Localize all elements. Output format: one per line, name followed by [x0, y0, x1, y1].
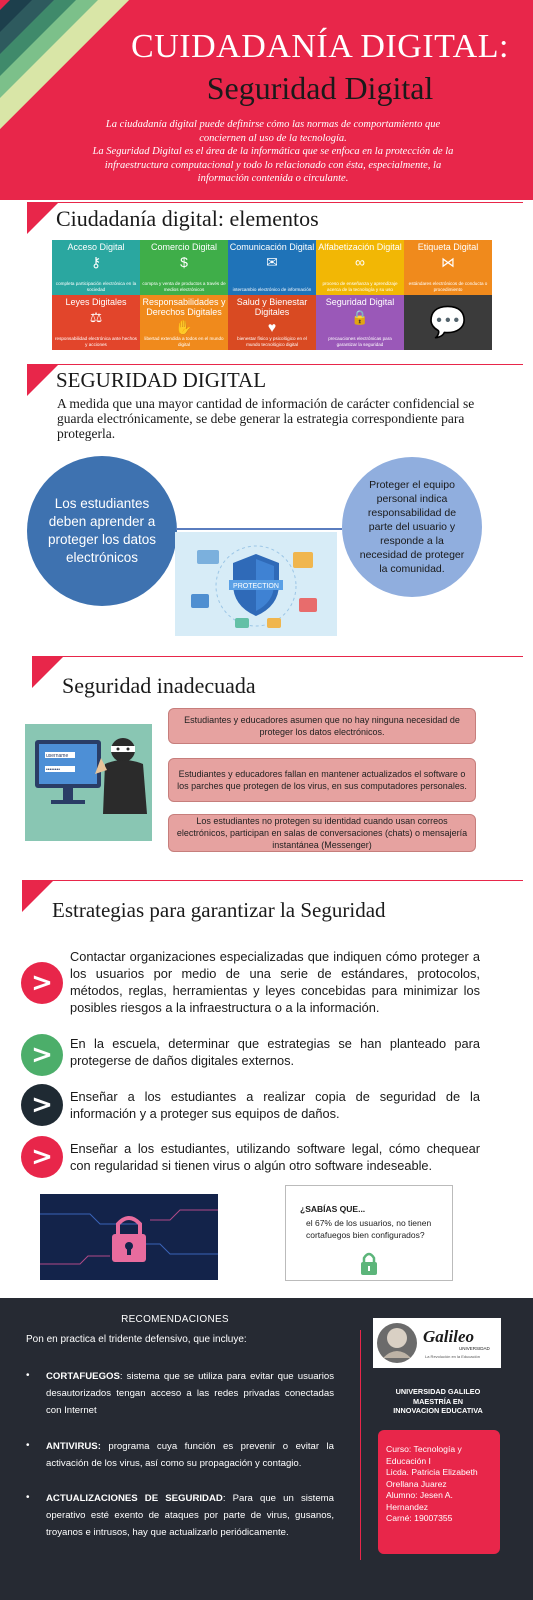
university-name: UNIVERSIDAD GALILEO — [395, 1387, 481, 1396]
element-tile-description: intercambio electrónico de información — [232, 286, 312, 292]
logo-sub: UNIVERSIDAD — [459, 1346, 490, 1351]
element-tile-description: precauciones electrónicas para garantizar la seguridad — [328, 336, 392, 347]
lock-icon: 🔒 — [351, 309, 369, 325]
program-line-2: INNOVACION EDUCATIVA — [393, 1406, 483, 1415]
recommendation-text: programa cuya función es prevenir o evitar la activación de los virus, así como su propagación y contagio. — [46, 1441, 334, 1469]
element-tile-label: Responsabilidades y Derechos Digitales — [142, 297, 226, 317]
inadecuada-item: Estudiantes y educadores asumen que no hay ninguna necesidad de proteger los datos electrónicos. — [168, 708, 476, 744]
student-name: Alumno: Jesen A. Hernandez — [386, 1490, 453, 1512]
element-tile-label: Etiqueta Digital — [417, 242, 479, 252]
strategy-item: En la escuela, determinar que estrategias se han planteado para protegerse de daños digitales externos. — [70, 1036, 480, 1068]
element-tile-label: Comercio Digital — [150, 242, 218, 252]
recommendation-term: CORTAFUEGOS — [46, 1371, 120, 1382]
section-divider — [32, 656, 523, 657]
element-tile — [140, 295, 228, 350]
section-title-inadecuada: Seguridad inadecuada — [62, 673, 256, 698]
element-tile — [228, 295, 316, 350]
university-info — [375, 1387, 501, 1416]
strategy-item: Contactar organizaciones especializadas que indiquen cómo proteger a los usuarios por medio de una serie de estándares, protocolos, métodos, reglas, herramientas y leyes concebidas para minimizar los posibles riesgos a la infraestructura o a la información. — [70, 949, 480, 1015]
elements-grid — [52, 240, 492, 350]
element-tile-label: Salud y Bienestar Digitales — [236, 297, 308, 317]
section-marker — [22, 880, 54, 912]
speech-bubbles-icon: 💬 — [429, 306, 467, 339]
element-tile — [52, 295, 140, 350]
student-carne: Carné: 19007355 — [386, 1513, 453, 1523]
connector-line — [176, 528, 342, 530]
element-tile-description: completa participación electrónica en la sociedad — [55, 281, 137, 292]
intro-paragraph-seguridad: La Seguridad Digital es el área de la informática que se enfoca en la protección de la infraestructura computacional y todo lo relacionado con ésta, especialmente, la información contenida o circulante. — [92, 146, 454, 184]
course-name: Curso: Tecnología y Educación I — [386, 1444, 462, 1466]
element-tile-label: Seguridad Digital — [325, 297, 395, 307]
element-tile — [404, 295, 492, 350]
element-tile-description: bienestar físico y psicológico en el mundo tecnológico digital — [237, 336, 307, 347]
recommendation-term: ACTUALIZACIONES DE SEGURIDAD — [46, 1493, 223, 1504]
hacker-icon — [25, 724, 152, 841]
section-divider — [27, 202, 523, 203]
intro-text — [88, 118, 458, 186]
element-tile-description: compra y venta de productos a través de medios electrónicos — [142, 281, 226, 292]
recommendation-antivirus — [46, 1438, 334, 1472]
section-title-elementos: Ciudadanía digital: elementos — [56, 206, 319, 231]
login-password: •••••••• — [46, 767, 61, 773]
element-tile — [140, 240, 228, 295]
logo-name: Galileo — [423, 1327, 474, 1346]
element-tile — [316, 295, 404, 350]
header-banner — [0, 0, 533, 200]
course-info-box — [378, 1430, 500, 1554]
did-you-know-text: el 67% de los usuarios, no tienen cortafuegos bien configurados? — [306, 1218, 432, 1240]
personal-equipment-circle: Proteger el equipo personal indica responsabilidad de parte del usuario y responde a la necesidad de proteger la comunidad. — [342, 457, 482, 597]
element-tile — [52, 240, 140, 295]
shield-icon — [175, 532, 337, 636]
program-line-1: MAESTRÍA EN — [413, 1396, 463, 1406]
recommendation-cortafuegos — [46, 1368, 334, 1419]
page-title: CUIDADANÍA DIGITAL: — [131, 28, 509, 65]
gavel-icon: ⚖ — [89, 309, 103, 325]
bullet-icon: • — [26, 1492, 30, 1503]
padlock-illustration — [40, 1194, 218, 1280]
section-title-estrategias: Estrategias para garantizar la Seguridad — [52, 898, 386, 922]
recommendations-title: RECOMENDACIONES — [121, 1314, 229, 1325]
login-username: username — [46, 753, 69, 759]
element-tile — [228, 240, 316, 295]
recommendation-term: ANTIVIRUS: — [46, 1441, 101, 1452]
element-tile-description: responsabilidad electrónica ante hechos y acciones — [55, 336, 137, 347]
strategy-item: Enseñar a los estudiantes a realizar copia de seguridad de la información y a proteger sus equipos de daños. — [70, 1089, 480, 1121]
element-tile — [316, 240, 404, 295]
students-protect-circle: Los estudiantes deben aprender a proteger los datos electrónicos — [27, 456, 177, 606]
galileo-portrait-icon — [373, 1318, 501, 1368]
hacker-illustration — [25, 724, 152, 841]
key-icon: ⚷ — [90, 254, 102, 270]
chevron-right-icon: > — [21, 1034, 63, 1076]
logo-tagline: La Revolución en la Educación — [425, 1354, 480, 1359]
dollar-icon: $ — [180, 254, 188, 270]
heart-icon: ♥ — [267, 319, 277, 335]
section-marker — [27, 364, 59, 396]
intro-paragraph-ciudadania: La ciudadanía digital puede definirse cómo las normas de comportamiento que conciernen al uso de la tecnología. — [105, 119, 441, 144]
bowtie-icon: ⋈ — [441, 254, 455, 270]
section-divider — [22, 880, 523, 881]
recommendation-actualizaciones — [46, 1490, 334, 1541]
section-marker — [27, 202, 59, 234]
galileo-logo — [373, 1318, 501, 1368]
section-marker — [32, 656, 64, 688]
element-tile-label: Alfabetización Digital — [318, 242, 402, 252]
chevron-right-icon: > — [21, 962, 63, 1004]
envelope-icon: ✉ — [266, 254, 278, 270]
element-tile-label: Leyes Digitales — [65, 297, 127, 307]
element-tile-description: estándares electrónicos de conducta o procedimiento — [408, 281, 488, 292]
element-tile-label: Comunicación Digital — [229, 242, 315, 252]
glasses-icon: ∞ — [355, 254, 365, 270]
inadecuada-item: Estudiantes y educadores fallan en mantener actualizados el software o los parches que protegen de los virus, en sus computadores personales. — [168, 758, 476, 802]
page-subtitle: Seguridad Digital — [206, 70, 434, 106]
teacher-name: Licda. Patricia Elizabeth Orellana Juarez — [386, 1467, 478, 1489]
element-tile-label: Acceso Digital — [67, 242, 125, 252]
lock-icon — [360, 1250, 378, 1276]
bullet-icon: • — [26, 1370, 30, 1381]
recommendation-text: : Para que un sistema operativo esté exento de ataques por parte de virus, gusanos, troyanos e intrusos, hay que actualizarlo periódicamente. — [46, 1493, 334, 1538]
section-divider — [27, 364, 523, 365]
hand-icon: ✋ — [175, 319, 193, 335]
did-you-know-box — [285, 1185, 453, 1281]
element-tile-description: libertad extendida a todos en el mundo digital — [144, 336, 224, 347]
footer-divider — [360, 1330, 361, 1560]
recommendation-text: : sistema que se utiliza para evitar que usuarios desautorizados tengan acceso a las redes privadas conectadas con Internet — [46, 1371, 334, 1416]
did-you-know-title: ¿SABÍAS QUE... — [300, 1204, 366, 1214]
bullet-icon: • — [26, 1440, 30, 1451]
padlock-icon — [40, 1194, 218, 1280]
seguridad-digital-text: A medida que una mayor cantidad de información de carácter confidencial se guarda electrónicamente, se debe generar la estrategia correspondiente para protegerla. — [57, 396, 475, 441]
inadecuada-item: Los estudiantes no protegen su identidad cuando usan correos electrónicos, participan en salas de conversaciones (chats) o mensajería instantánea (Messenger) — [168, 814, 476, 852]
shield-label: PROTECTION — [233, 583, 279, 590]
element-tile — [404, 240, 492, 295]
section-title-seguridad-digital: SEGURIDAD DIGITAL — [56, 368, 267, 392]
chevron-right-icon: > — [21, 1084, 63, 1126]
element-tile-description: proceso de enseñanza y aprendizaje acerca de la tecnología y su uso — [322, 281, 398, 292]
chevron-right-icon: > — [21, 1136, 63, 1178]
strategy-item: Enseñar a los estudiantes, utilizando software legal, cómo chequear con regularidad si tienen virus o algún otro software indeseable. — [70, 1141, 480, 1173]
recommendations-intro: Pon en practica el tridente defensivo, que incluye: — [26, 1334, 247, 1345]
protection-illustration — [175, 532, 337, 636]
footer — [0, 1298, 533, 1600]
